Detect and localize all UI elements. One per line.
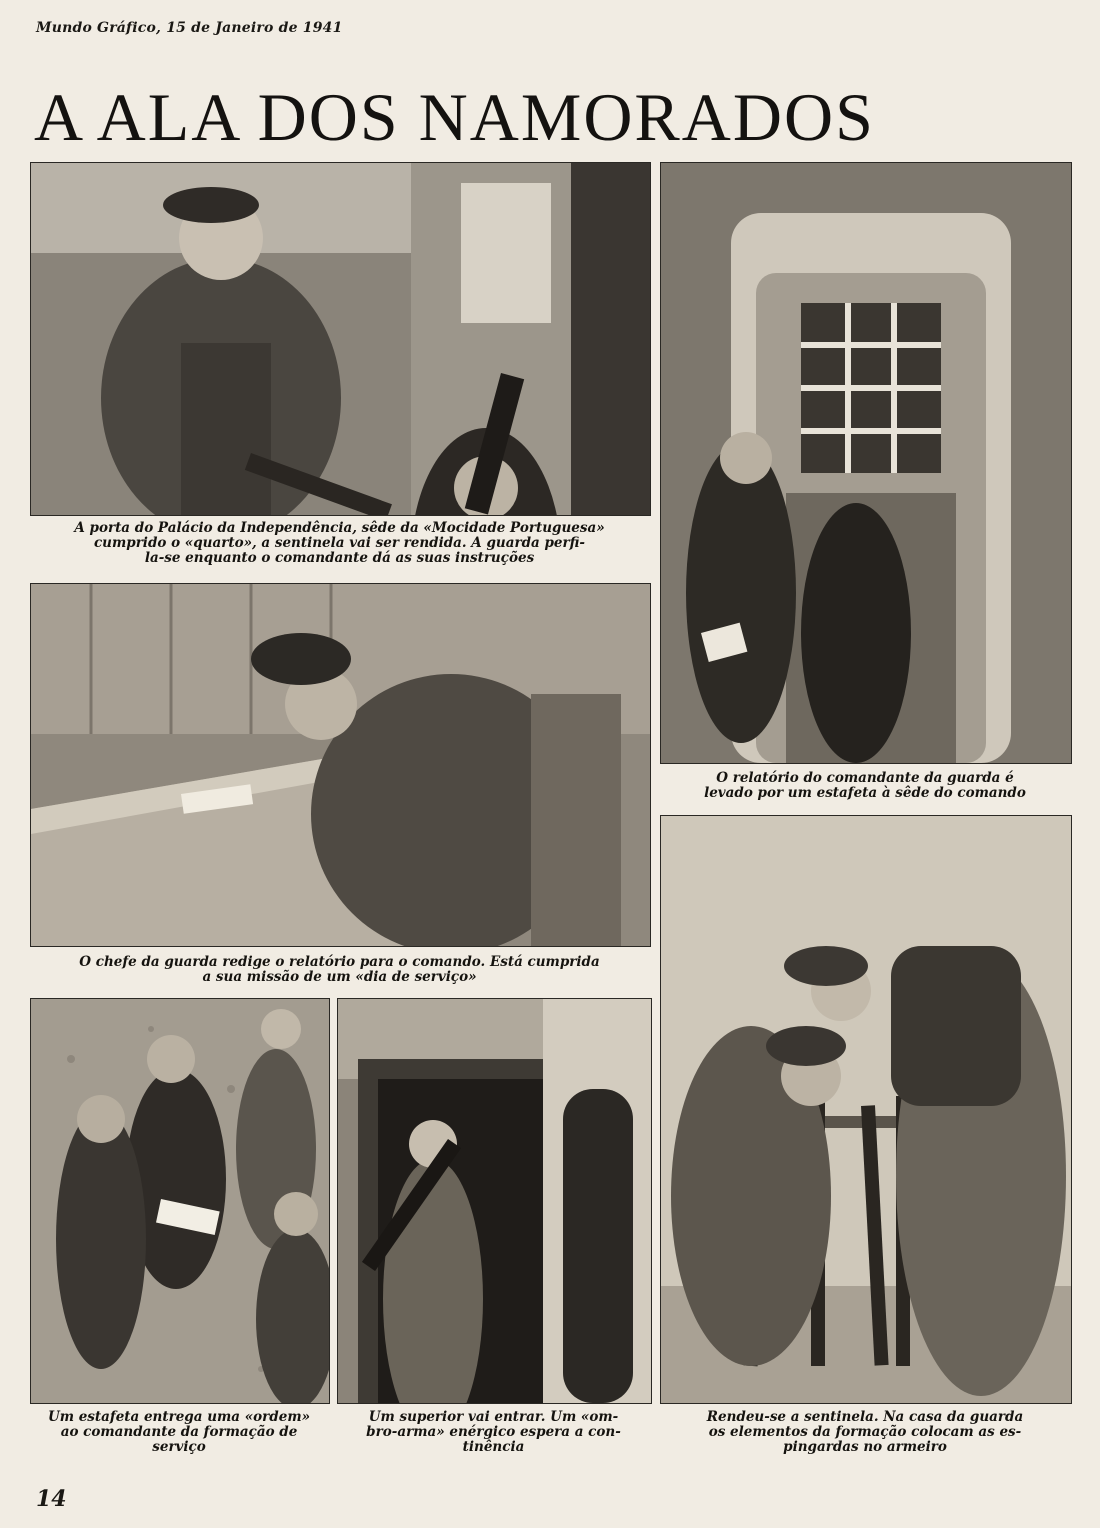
photo-shoulder-arms	[337, 998, 652, 1404]
photo-sentinel-changing	[30, 162, 651, 516]
caption-messenger-door: O relatório do comandante da guarda é levado por um estafeta à sêde do comando	[704, 770, 1026, 801]
caption-sentinel-changing: A porta do Palácio da Independência, sêde da «Mocidade Portuguesa» cumprido o «quarto», a sentinela vai ser rendida. A guarda perfi- la-se enquanto o comandante dá as suas instruções	[74, 520, 605, 566]
photo-rifle-rack	[660, 815, 1072, 1404]
article-title: A ALA DOS NAMORADOS	[34, 79, 875, 155]
masthead-line: Mundo Gráfico, 15 de Janeiro de 1941	[36, 20, 343, 36]
caption-order-handover: Um estafeta entrega uma «ordem» ao comandante da formação de serviço	[47, 1409, 311, 1455]
page-number: 14	[36, 1486, 67, 1512]
photo-order-handover	[30, 998, 330, 1404]
caption-rifle-rack: Rendeu-se a sentinela. Na casa da guarda os elementos da formação colocam as es- pingardas no armeiro	[706, 1409, 1024, 1455]
photo-messenger-door	[660, 162, 1072, 764]
caption-shoulder-arms: Um superior vai entrar. Um «om- bro-arma» enérgico espera a con- tinência	[366, 1409, 621, 1455]
photo-report-desk	[30, 583, 651, 947]
caption-report-desk: O chefe da guarda redige o relatório para o comando. Está cumprida a sua missão de um «dia de serviço»	[79, 954, 600, 985]
